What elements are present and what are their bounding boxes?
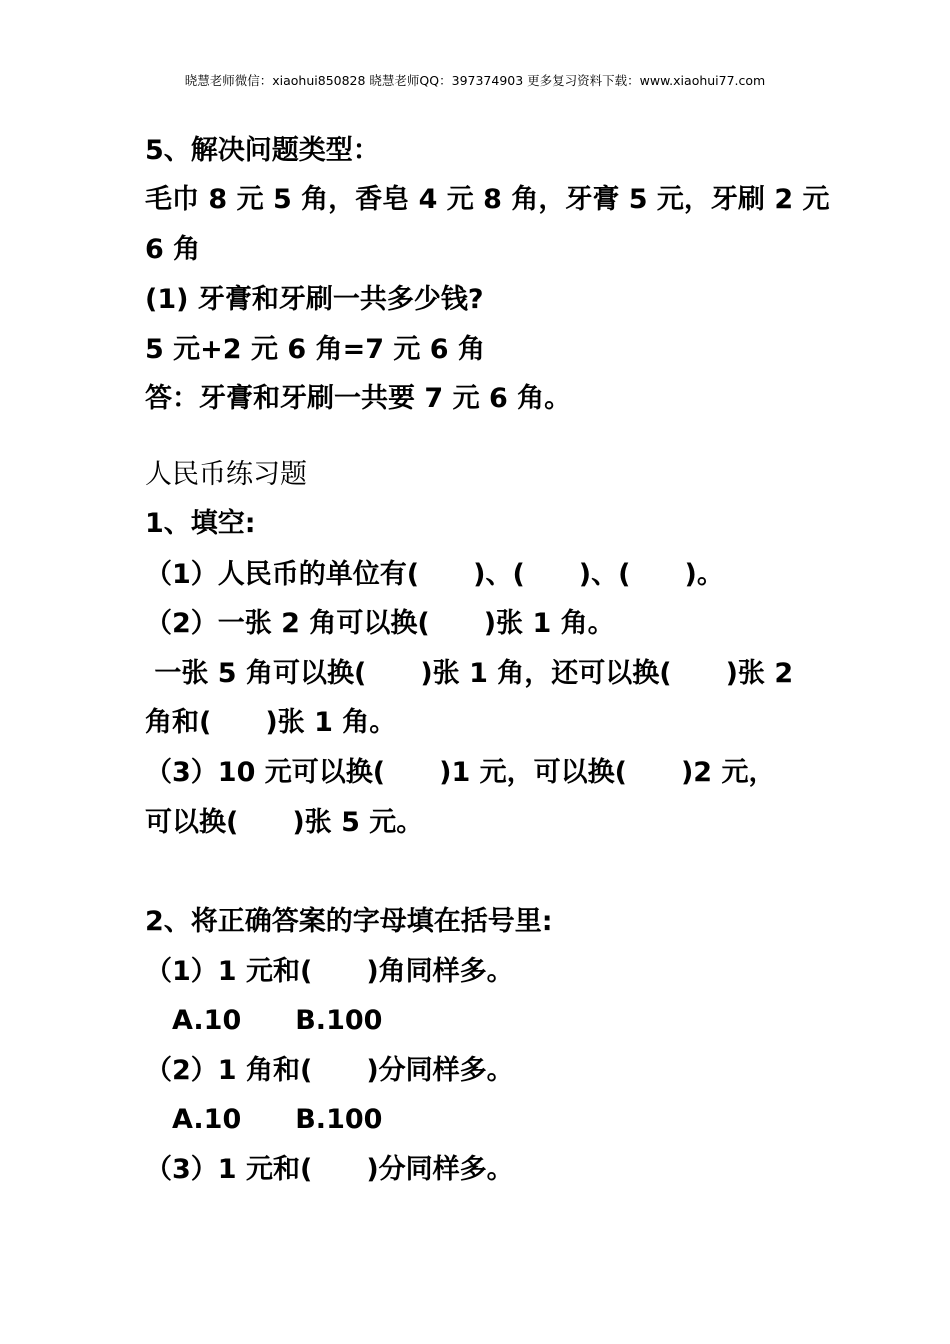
q1-title: 1、填空: (145, 508, 256, 539)
exercise-title: 人民币练习题 (145, 459, 307, 490)
q1-item-1: （1）人民币的单位有( )、( )、( )。 (145, 559, 724, 590)
q1-item-2-continued: 一张 5 角可以换( )张 1 角，还可以换( )张 2 (145, 658, 794, 689)
q1-item-3: （3）10 元可以换( )1 元，可以换( )2 元， (145, 757, 776, 788)
q2-item-1-options: A.10 B.100 (172, 1005, 383, 1036)
q2-item-2-options: A.10 B.100 (172, 1104, 383, 1135)
q2-item-3: （3）1 元和( )分同样多。 (145, 1154, 514, 1185)
q1-item-3-end: 可以换( )张 5 元。 (145, 807, 424, 838)
answer: 答：牙膏和牙刷一共要 7 元 6 角。 (145, 383, 572, 414)
problem-text-line2: 6 角 (145, 234, 201, 265)
section-5-title: 5、解决问题类型： (145, 135, 380, 166)
page-header: 晓慧老师微信：xiaohui850828 晓慧老师QQ：397374903 更多复习资料下载：www.xiaohui77.com (184, 73, 766, 88)
calculation: 5 元+2 元 6 角=7 元 6 角 (145, 334, 485, 365)
problem-text-line1: 毛巾 8 元 5 角，香皂 4 元 8 角，牙膏 5 元，牙刷 2 元 (145, 184, 830, 215)
q2-item-1: （1）1 元和( )角同样多。 (145, 956, 514, 987)
question-1: (1) 牙膏和牙刷一共多少钱? (145, 284, 484, 315)
q1-item-2: （2）一张 2 角可以换( )张 1 角。 (145, 608, 615, 639)
q2-item-2: （2）1 角和( )分同样多。 (145, 1055, 514, 1086)
q1-item-2-end: 角和( )张 1 角。 (145, 707, 397, 738)
q2-title: 2、将正确答案的字母填在括号里: (145, 906, 553, 937)
